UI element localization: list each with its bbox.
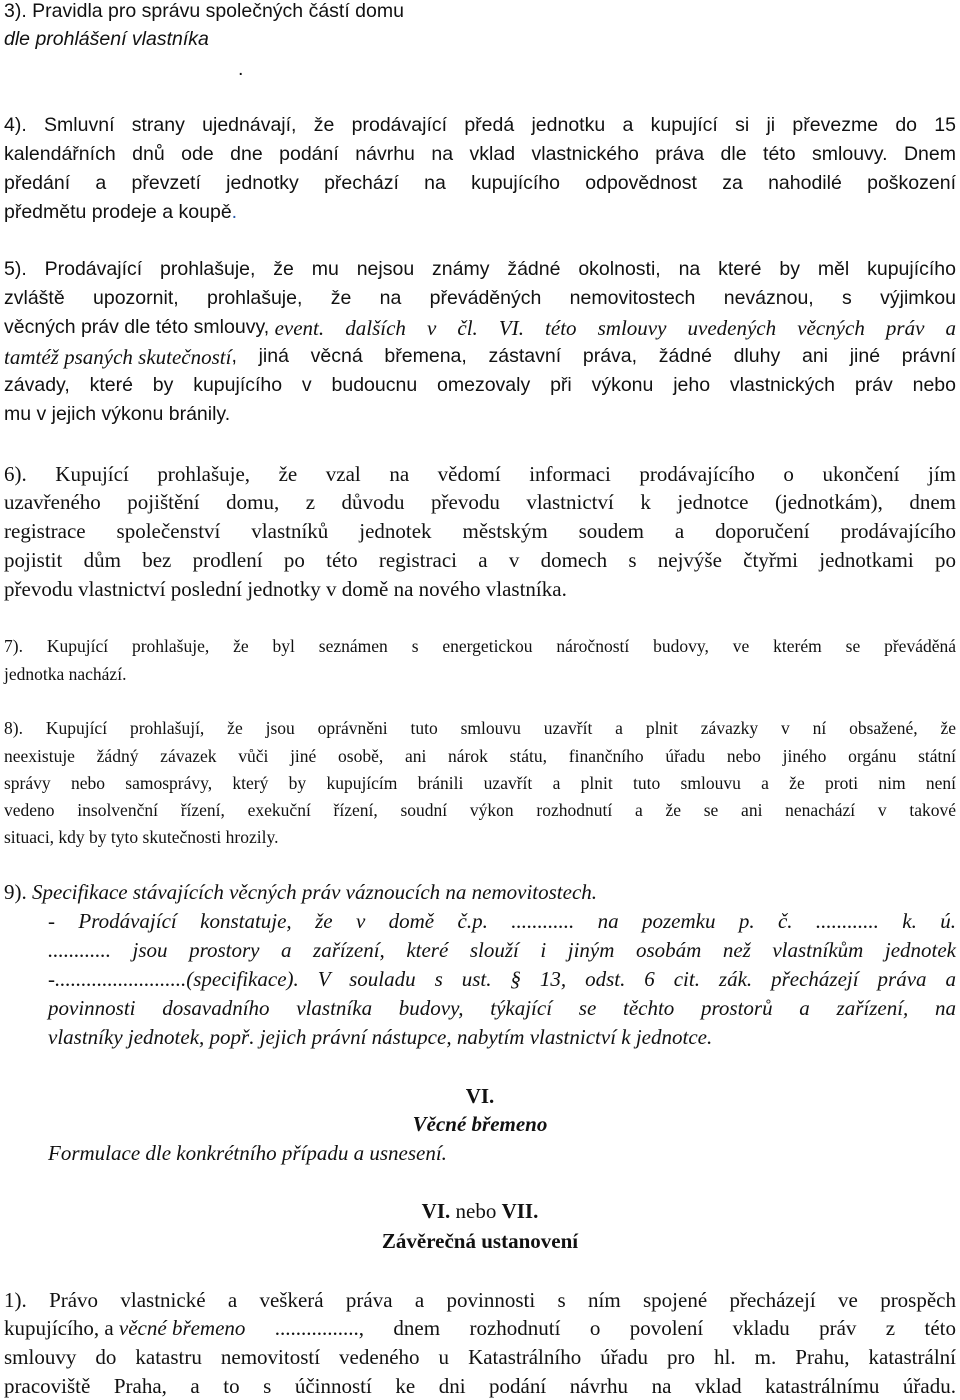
p7-line-2: jednotka nachází. [4, 664, 127, 684]
section-6-number: VI. [465, 1084, 495, 1108]
p5-line-4 [4, 345, 956, 370]
p6-line-3: registrace společenství vlastníků jednotek městským soudem a doporučení prodávajícího [4, 519, 956, 543]
p5-line-4b: , jiná věcná břemena, zástavní práva, žádné dluhy ani jiné právní [231, 345, 956, 367]
p8-line-5: situaci, kdy by tyto skutečnosti hrozily. [4, 827, 279, 847]
p9-line-4: -.........................(specifikace). V souladu s ust. § 13, odst. 6 cit. zák. přecházejí práva a [48, 967, 956, 991]
p5-line-3a: věcných práv dle této smlouvy, [4, 316, 275, 338]
final-1-line-1: 1). Právo vlastnické a veškerá práva a povinnosti s ním spojené přecházejí ve prospěch [4, 1288, 956, 1312]
p8-line-3: správy nebo samosprávy, který by kupujícím bránili uzavřít a plnit tuto smlouvu a že proti nim není [4, 773, 956, 793]
p8-line-1: 8). Kupující prohlašují, že jsou oprávněni tuto smlouvu uzavřít a plnit závazky v ní obsažené, že [4, 718, 956, 738]
final-1-line-3: smlouvy do katastru nemovitostí vedeného u Katastrálního úřadu pro hl. m. Prahu, katastrální [4, 1345, 956, 1369]
p9-line-6: vlastníky jednotek, popř. jejich právní nástupce, nabytím vlastnictví k jednotce. [48, 1025, 713, 1049]
p7-line-1: 7). Kupující prohlašuje, že byl seznámen s energetickou náročností budovy, ve kterém se převáděná [4, 636, 956, 656]
p5-line-1: 5). Prodávající prohlašuje, že mu nejsou známy žádné okolnosti, na které by měl kupujícího [4, 258, 956, 280]
p8-line-2: neexistuje žádný závazek vůči jiné osobě, ani nárok státu, finančního úřadu nebo jiného orgánu státní [4, 746, 956, 766]
final-1-line-4: pracoviště Praha, a to s účinností ke dni podání návrhu na vklad katastrálnímu úřadu. [4, 1374, 956, 1398]
p5-line-3 [4, 316, 956, 341]
p4-line-3: předání a převzetí jednotky přechází na kupujícího odpovědnost za nahodilé poškození [4, 172, 956, 194]
p6-line-5: převodu vlastnictví poslední jednotky v domě na nového vlastníka. [4, 577, 567, 601]
p9-line-3: ............ jsou prostory a zařízení, které slouží i jiným osobám než vlastníkům jednotek [48, 938, 956, 962]
p5-line-6: mu v jejich výkonu bránily. [4, 403, 231, 425]
section-7-number-or: nebo [450, 1199, 502, 1223]
p4-line-4-end: . [231, 201, 238, 223]
p9-number: 9). [4, 880, 32, 904]
section-7-number-a: VI. [421, 1199, 451, 1223]
p4-line-1: 4). Smluvní strany ujednávají, že prodávající předá jednotku a kupující si ji převezme do 15 [4, 114, 956, 136]
p5-line-4a: tamtéž psaných skutečností [4, 345, 232, 369]
p6-line-4: pojistit dům bez prodlení po této registraci a v domech s nejvýše čtyřmi jednotkami po [4, 548, 956, 572]
p4-line-4 [4, 201, 956, 224]
section-6-note: Formulace dle konkrétního případu a usnesení. [48, 1141, 447, 1165]
final-1-line-2 [4, 1316, 956, 1341]
p3-line-2: dle prohlášení vlastníka [4, 28, 209, 50]
section-7-number [0, 1199, 960, 1224]
section-7-number-b: VII. [501, 1199, 539, 1223]
p9-line-2: - Prodávající konstatuje, že v domě č.p. ............ na pozemku p. č. ............ k. ú. [48, 909, 956, 933]
final-1-line-2b: věcné břemeno [118, 1316, 246, 1340]
p5-line-2: zvláště upozornit, prohlašuje, že na převáděných nemovitostech neváznou, s výjimkou [4, 287, 956, 309]
section-7-title: Závěrečná ustanovení [381, 1229, 579, 1253]
p5-line-3b: event. dalších v čl. VI. této smlouvy uvedených věcných práv a [274, 316, 956, 340]
p4-line-4-text: předmětu prodeje a koupě [4, 201, 232, 223]
p3-line-1: 3). Pravidla pro správu společných částí domu [4, 0, 404, 22]
p4-line-2: kalendářních dnů ode dne podání návrhu na vklad vlastnického práva dle této smlouvy. Dnem [4, 143, 956, 165]
p6-line-1: 6). Kupující prohlašuje, že vzal na vědomí informaci prodávajícího o ukončení jím [4, 462, 956, 486]
p6-line-2: uzavřeného pojištění domu, z důvodu převodu vlastnictví k jednotce (jednotkám), dnem [4, 490, 956, 514]
final-1-line-2a: kupujícího, a [4, 1316, 119, 1340]
p3-line-3: . [238, 58, 244, 80]
p8-line-4: vedeno insolvenční řízení, exekuční řízení, soudní výkon rozhodnutí a že se ani nenachází v takové [4, 800, 956, 820]
p5-line-5: závady, které by kupujícího v budoucnu omezovaly při výkonu jeho vlastnických práv nebo [4, 374, 956, 396]
p9-line-1 [4, 880, 956, 905]
p9-heading: Specifikace stávajících věcných práv váznoucích na nemovitostech. [32, 880, 598, 904]
p9-line-5: povinnosti dosavadního vlastníka budovy, týkající se těchto prostorů a zařízení, na [48, 996, 956, 1020]
final-1-line-2c: ................, dnem rozhodnutí o povolení vkladu práv z této [245, 1316, 956, 1340]
section-6-title: Věcné břemeno [412, 1112, 548, 1136]
